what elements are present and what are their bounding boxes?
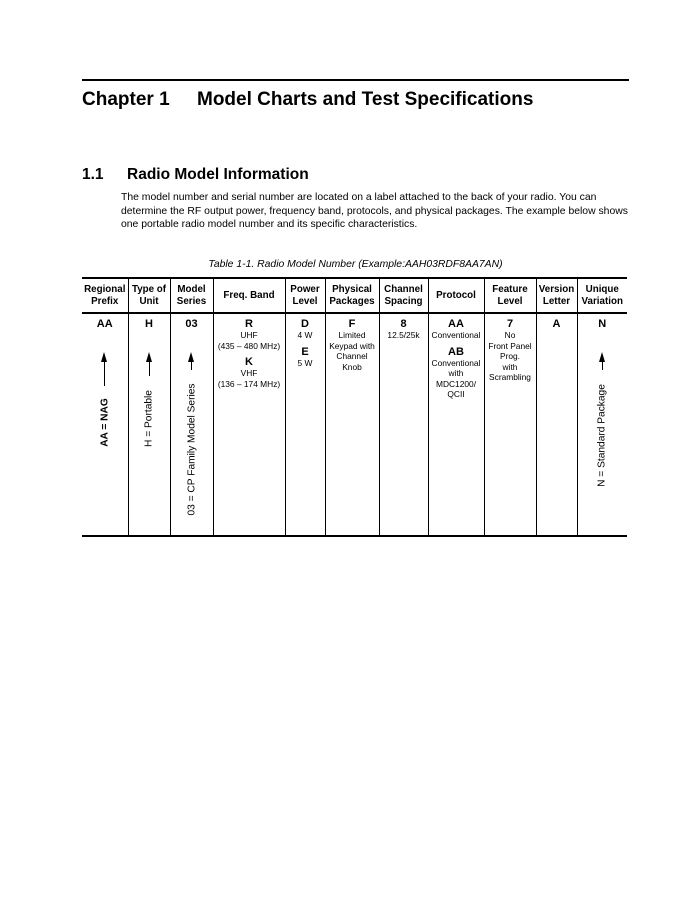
- up-arrow-icon: [599, 352, 605, 370]
- header-version-letter: Version Letter: [536, 278, 577, 313]
- header-power-level: Power Level: [285, 278, 325, 313]
- power-code-1: D: [301, 318, 309, 330]
- header-unique-variation: Unique Variation: [577, 278, 627, 313]
- cell-feature-level: [484, 313, 536, 536]
- cell-channel-spacing: [379, 313, 428, 536]
- regional-meaning: AA = NAG: [99, 398, 111, 447]
- chapter-title-text: Model Charts and Test Specifications: [197, 89, 534, 110]
- table-caption: Table 1-1. Radio Model Number (Example:AAH03RDF8AA7AN): [208, 259, 503, 270]
- protocol-code-1: AA: [448, 318, 464, 330]
- cell-protocol: [428, 313, 484, 536]
- header-channel-spacing: Channel Spacing: [379, 278, 428, 313]
- cell-regional-prefix: [82, 313, 128, 536]
- unique-code: N: [598, 318, 607, 330]
- freq-range-2: (136 – 174 MHz): [217, 378, 281, 389]
- power-value-2: 5 W: [297, 357, 313, 368]
- regional-code: AA: [96, 318, 113, 330]
- cell-physical-packages: [325, 313, 379, 536]
- section-title: [82, 166, 309, 184]
- physical-line: Keypad with: [329, 340, 375, 351]
- cell-unique-variation: [577, 313, 627, 536]
- series-meaning: 03 = CP Family Model Series: [186, 383, 197, 516]
- unique-meaning: N = Standard Package: [596, 384, 608, 487]
- freq-code-1: R: [245, 318, 253, 330]
- series-code: 03: [185, 318, 198, 330]
- feature-line: Front Panel: [488, 340, 532, 351]
- up-arrow-icon: [102, 352, 108, 386]
- cell-power-level: [285, 313, 325, 536]
- protocol-desc-1: Conventional: [431, 330, 481, 340]
- protocol-line: QCII: [447, 389, 465, 400]
- physical-line: Limited: [338, 330, 366, 340]
- up-arrow-icon: [146, 352, 152, 376]
- header-type-of-unit: Type of Unit: [128, 278, 170, 313]
- chapter-number: Chapter 1: [82, 89, 170, 110]
- table-body-row: [82, 313, 627, 536]
- cell-model-series: [170, 313, 213, 536]
- version-code: A: [552, 318, 561, 330]
- top-rule: [82, 79, 629, 81]
- header-regional-prefix: Regional Prefix: [82, 278, 128, 313]
- model-number-table: [82, 277, 627, 537]
- header-model-series: Model Series: [170, 278, 213, 313]
- section-number: 1.1: [82, 166, 104, 183]
- feature-line: No: [504, 330, 516, 340]
- freq-range-1: (435 – 480 MHz): [217, 340, 281, 351]
- physical-line: Knob: [342, 361, 362, 372]
- header-physical-packages: Physical Packages: [325, 278, 379, 313]
- cell-type-of-unit: [128, 313, 170, 536]
- power-code-2: E: [301, 345, 309, 358]
- protocol-line: Conventional: [431, 357, 481, 368]
- physical-code: F: [348, 318, 356, 330]
- feature-line: Prog.: [499, 351, 521, 362]
- section-title-text: Radio Model Information: [127, 166, 309, 183]
- type-meaning: H = Portable: [143, 390, 155, 447]
- physical-line: Channel: [336, 351, 368, 362]
- feature-line: Scrambling: [489, 372, 531, 383]
- table-header-row: [82, 278, 627, 313]
- header-freq-band: Freq. Band: [213, 278, 285, 313]
- freq-name-1: UHF: [240, 330, 258, 340]
- chapter-title: [82, 89, 533, 111]
- header-feature-level: Feature Level: [484, 278, 536, 313]
- spacing-value: 12.5/25k: [387, 330, 420, 340]
- freq-code-2: K: [245, 356, 253, 369]
- header-protocol: Protocol: [428, 278, 484, 313]
- protocol-code-2: AB: [448, 345, 464, 358]
- protocol-line: with: [448, 368, 464, 379]
- intro-paragraph: The model number and serial number are located on a label attached to the back of your radio. You can determine the RF output power, frequency band, protocols, and physical packages. The example below shows one portable radio model number and its specific characteristics.: [121, 192, 628, 230]
- power-value-1: 4 W: [297, 330, 313, 340]
- up-arrow-icon: [189, 352, 195, 370]
- type-code: H: [145, 318, 153, 330]
- spacing-code: 8: [400, 318, 407, 330]
- feature-code: 7: [506, 318, 514, 330]
- feature-line: with: [502, 361, 518, 372]
- freq-name-2: VHF: [240, 368, 258, 379]
- cell-freq-band: [213, 313, 285, 536]
- cell-version-letter: [536, 313, 577, 536]
- protocol-line: MDC1200/: [435, 378, 477, 389]
